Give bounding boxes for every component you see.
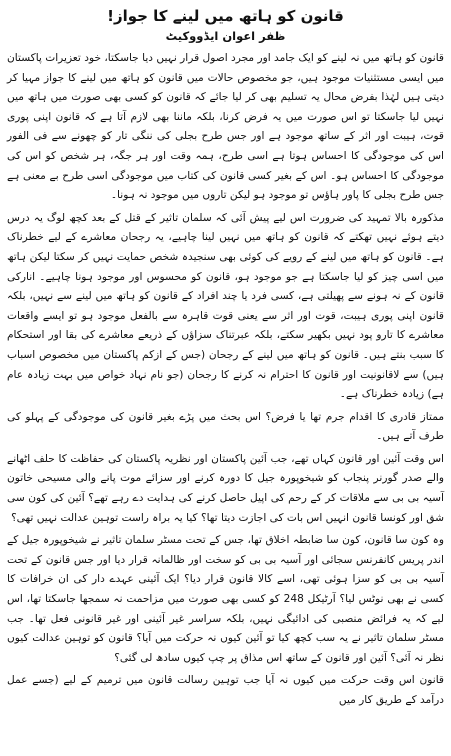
article-paragraph: وہ کون سا قانون، کون سا ضابطہ اخلاق تھا، جس کے تحت مسٹر سلمان تاثیر نے شیخوپورہ جیل کے اندر پریس کانفرنس سجائی اور آسیہ بی بی کو سخت اور ظالمانہ قرار دیا اور جس قانون کے تحت آسیہ بی بی کو سزا ہوئی تھی، اسے کالا قانون قرار دیا؟ ایک آئینی عہدے دار کی ان خرافات کا کسی نے بھی نوٹس لیا؟ آرٹیکل 248 کو کسی بھی صورت میں مزاحمت نہ سمجھا جاسکتا تھا، اس لیے کہ یہ فرائض منصبی کی ادائیگی نہیں، بلکہ سراسر غیر آئینی اور غیر قانونی فعل تھا۔ جب مسٹر سلمان تاثیر نے یہ سب کچھ کیا تو آئین کیوں نہ حرکت میں آیا؟ قانون کو توہین عدالت کیوں نظر نہ آئی؟ آئین اور قانون کے ساتھ اس مذاق پر چپ کیوں سادھ لی گئی؟ (7, 534, 444, 664)
article-paragraph: مذکورہ بالا تمہید کی ضرورت اس لیے پیش آئی کہ سلمان تاثیر کے قتل کے بعد کچھ لوگ یہ درس دیتے ہوئے نہیں تھکتے کہ قانون کو ہاتھ میں نہیں لینا چاہیے، یہ رجحان معاشرے کے لیے خطرناک ہے۔ قانون کو ہاتھ میں لینے کے رویے کی کوئی بھی سنجیدہ شخص حمایت نہیں کر سکتا لیکن ہاتھ میں اسی چیز کو لیا جاسکتا ہے جو موجود ہو، قانون کو محسوس اور موجود ہونا چاہیے۔ انارکی قانون کے نہ ہونے سے پھیلتی ہے، کسی فرد یا چند افراد کے قانون کو ہاتھ میں لینے سے نہیں، بلکہ قانون اپنی پوری ہیبت، قوت اور اثر سے یعنی قوت قاہرہ سے بالفعل موجود ہو تو ایسے واقعات معاشرے کا تارو پود نہیں بکھیر سکتے، بلکہ عبرتناک سزاؤں کے ذریعے معاشرے کی بقا اور استحکام کا سبب بنتے ہیں۔ قانون کو ہاتھ میں لینے کے رجحان (جس کے ازکم پاکستان میں مخصوص اسباب ہیں) سے لاقانونیت اور قانون کا احترام نہ کرنے کا رجحان (جو نام نہاد خواص میں بہت زیادہ عام ہے) زیادہ خطرناک ہے۔ (7, 211, 444, 401)
article-author: ظفر اعوان ایڈووکیٹ (165, 29, 286, 43)
article-paragraph: ممتاز قادری کا اقدام جرم تھا یا فرض؟ اس بحث میں پڑے بغیر قانون کی موجودگی کے پہلو کی طرف آتے ہیں۔ (7, 410, 444, 443)
article-paragraph: قانون اس وقت حرکت میں کیوں نہ آیا جب توہین رسالت قانون میں ترمیم کے لیے (جسے عمل درآمد کے طریق کار میں (7, 674, 444, 706)
article-title: قانون کو ہاتھ میں لینے کا جواز! (107, 7, 344, 25)
article-paragraph: قانون کو ہاتھ میں نہ لینے کو ایک جامد اور مجرد اصول قرار نہیں دیا جاسکتا، خود تعزیرات پاکستان میں ایسی مستثنیات موجود ہیں، جو مخصوص حالات میں قانون کو ہاتھ میں لینے کا جواز مہیا کر دیتی ہیں لہٰذا بفرض محال یہ تسلیم بھی کر لیا جائے کہ قانون کو کسی بھی صورت میں ہاتھ میں نہیں لیا جاسکتا تو اس صورت میں یہ فرض کرنا، بلکہ ماننا بھی لازم آتا ہے کہ قانون اپنی پوری قوت، ہیبت اور اثر کے ساتھ موجود ہے اور جس طرح بجلی کی ننگی تار کو چھونے سے فی الفور اس کی موجودگی کا احساس ہوتا ہے اسی طرح، ہمہ وقت اور ہر جگہ، ہر شخص کو اس کی موجودگی کا احساس ہو۔ اس کے بغیر کسی قانون کی کتاب میں موجودگی اسی طرح بے معنی ہے جس طرح بجلی کا پاور ہاؤس تو موجود ہو لیکن تاروں میں موجود نہ ہونا۔ (7, 52, 444, 202)
article-paragraph: اس وقت آئین اور قانون کہاں تھے، جب آئین پاکستان اور نظریہ پاکستان کی حفاظت کا حلف اٹھانے والے صدر گورنر پنجاب کو شیخوپورہ جیل کا دورہ کرنے اور سزائے موت پانے والی مسیحی خاتون آسیہ بی بی سے ملاقات کر کے رحم کی اپیل حاصل کرنے کی ہدایت دے رہے تھے؟ آئین کی کون سی شق اور کونسا قانون انہیں اس بات کی اجازت دیتا تھا؟ کیا یہ براہ راست توہین عدالت نہیں تھی؟ (7, 452, 444, 524)
